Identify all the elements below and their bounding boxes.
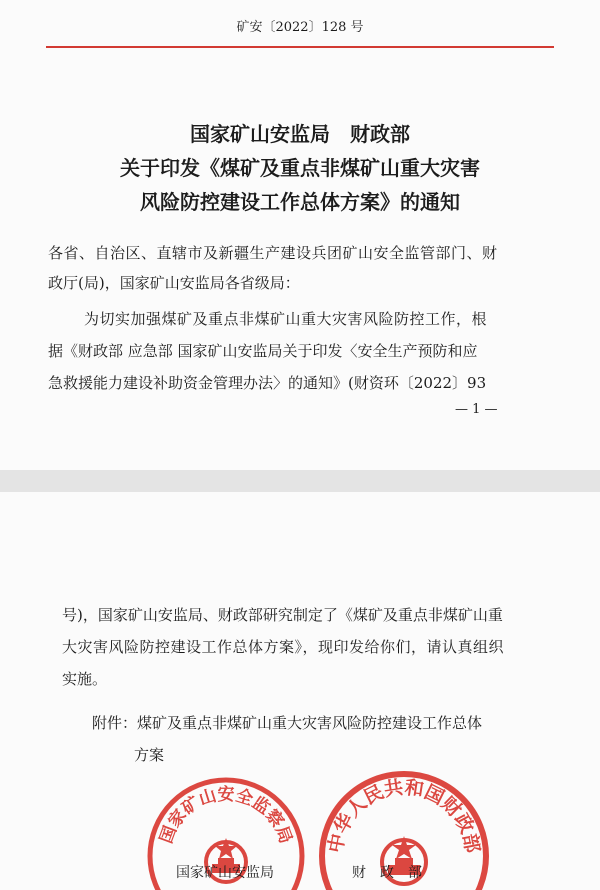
document-number: 矿安〔2022〕128 号 — [236, 20, 364, 35]
red-separator-line — [46, 46, 554, 48]
body-line-4: 号)，国家矿山安监局、财政部研究制定了《煤矿及重点非煤矿山重 — [62, 606, 503, 624]
title-line-3: 风险防控建设工作总体方案》的通知 — [140, 190, 460, 214]
signature-mine-safety: 国家矿山安监局 — [176, 865, 274, 881]
addressee-line-1: 各省、自治区、直辖市及新疆生产建设兵团矿山安全监管部门、财 — [48, 244, 498, 262]
attachment-line-1: 附件：煤矿及重点非煤矿山重大灾害风险防控建设工作总体 — [92, 714, 483, 732]
attachment-line-2: 方案 — [134, 746, 165, 764]
title-line-1: 国家矿山安监局 财政部 — [190, 122, 410, 146]
addressee-line-2: 政厅(局)，国家矿山安监局各省级局： — [48, 274, 300, 292]
svg-text:国家矿山安全监察局 — [156, 784, 295, 846]
body-line-5: 大灾害风险防控建设工作总体方案》，现印发给你们，请认真组织 — [62, 638, 505, 656]
seal-left-text: 国家矿山安全监察局 — [156, 785, 296, 847]
signature-finance: 财 政 部 — [352, 865, 422, 881]
title-line-2: 关于印发《煤矿及重点非煤矿山重大灾害 — [120, 156, 480, 180]
document-page-2 — [0, 492, 600, 890]
body-line-6: 实施。 — [62, 670, 108, 688]
page-number: — 1 — — [455, 402, 498, 417]
seal-right-text: 中华人民共和国财政部 — [324, 776, 484, 855]
body-line-1: 为切实加强煤矿及重点非煤矿山重大灾害风险防控工作，根 — [84, 310, 488, 328]
body-line-2: 据《财政部 应急部 国家矿山安监局关于印发〈安全生产预防和应 — [48, 342, 478, 360]
body-line-3: 急救援能力建设补助资金管理办法〉的通知》(财资环〔2022〕93 — [48, 374, 487, 392]
